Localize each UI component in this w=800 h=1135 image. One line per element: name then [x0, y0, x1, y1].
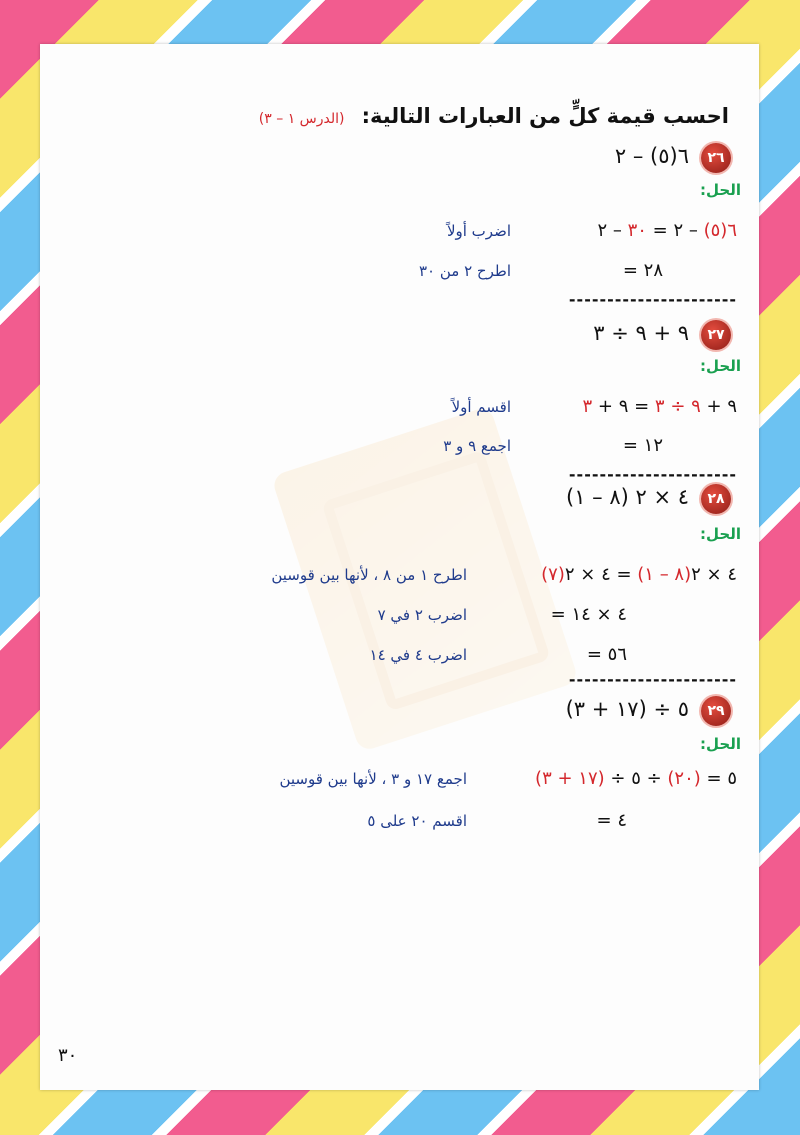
equation-step: = ٢٨	[622, 260, 663, 281]
header	[259, 104, 729, 128]
step-note: اجمع ١٧ و ٣ ، لأنها بين قوسين	[279, 770, 467, 788]
equation-step: ٩ + ٩ ÷ ٣ = ٩ + ٣	[582, 396, 737, 417]
problem-expression: ٤ × ٢ (٨ – ١)	[565, 485, 689, 509]
problem-number-badge: ٢٨	[701, 484, 731, 514]
solution-label: الحل:	[700, 357, 741, 375]
problem-number-badge: ٢٦	[701, 143, 731, 173]
equation-step: = ٥٦	[586, 644, 627, 665]
problem-expression: ٦(٥) – ٢	[614, 144, 689, 168]
page-title: احسب قيمة كلٍّ من العبارات التالية:	[361, 104, 729, 128]
separator-line: ----------------------	[568, 670, 737, 689]
separator-line: ----------------------	[568, 290, 737, 309]
solution-label: الحل:	[700, 525, 741, 543]
step-note: اقسم ٢٠ على ٥	[367, 812, 467, 830]
lesson-reference: (الدرس ١ – ٣)	[258, 111, 345, 127]
step-note: اقسم أولاً	[451, 398, 511, 416]
step-note: اضرب أولاً	[446, 222, 511, 240]
equation-step: = ٤ × ١٤	[550, 604, 627, 625]
step-note: اطرح ٢ من ٣٠	[418, 262, 511, 280]
equation-step: = ٤	[596, 810, 627, 831]
solution-label: الحل:	[700, 181, 741, 199]
separator-line: ----------------------	[568, 465, 737, 484]
solution-label: الحل:	[700, 735, 741, 753]
equation-step: = ١٢	[622, 435, 663, 456]
step-note: اجمع ٩ و ٣	[443, 437, 511, 455]
step-note: اضرب ٤ في ١٤	[369, 646, 467, 664]
worksheet-page	[40, 44, 759, 1090]
page-number: ٣٠	[58, 1045, 78, 1066]
step-note: اضرب ٢ في ٧	[377, 606, 467, 624]
problem-expression: (١٧ + ٣) ÷ ٥	[565, 697, 689, 721]
problem-expression: ٩ + ٩ ÷ ٣	[593, 321, 689, 345]
problem-number-badge: ٢٩	[701, 696, 731, 726]
step-note: اطرح ١ من ٨ ، لأنها بين قوسين	[271, 566, 467, 584]
equation-step: (١٧ + ٣) ÷ ٥ = (٢٠) ÷ ٥	[535, 768, 737, 789]
equation-step: ٤ × ٢(٨ – ١) = ٤ × ٢(٧)	[541, 564, 737, 585]
problem-number-badge: ٢٧	[701, 320, 731, 350]
equation-step: ٦(٥) – ٢ = ٣٠ – ٢	[597, 220, 737, 241]
